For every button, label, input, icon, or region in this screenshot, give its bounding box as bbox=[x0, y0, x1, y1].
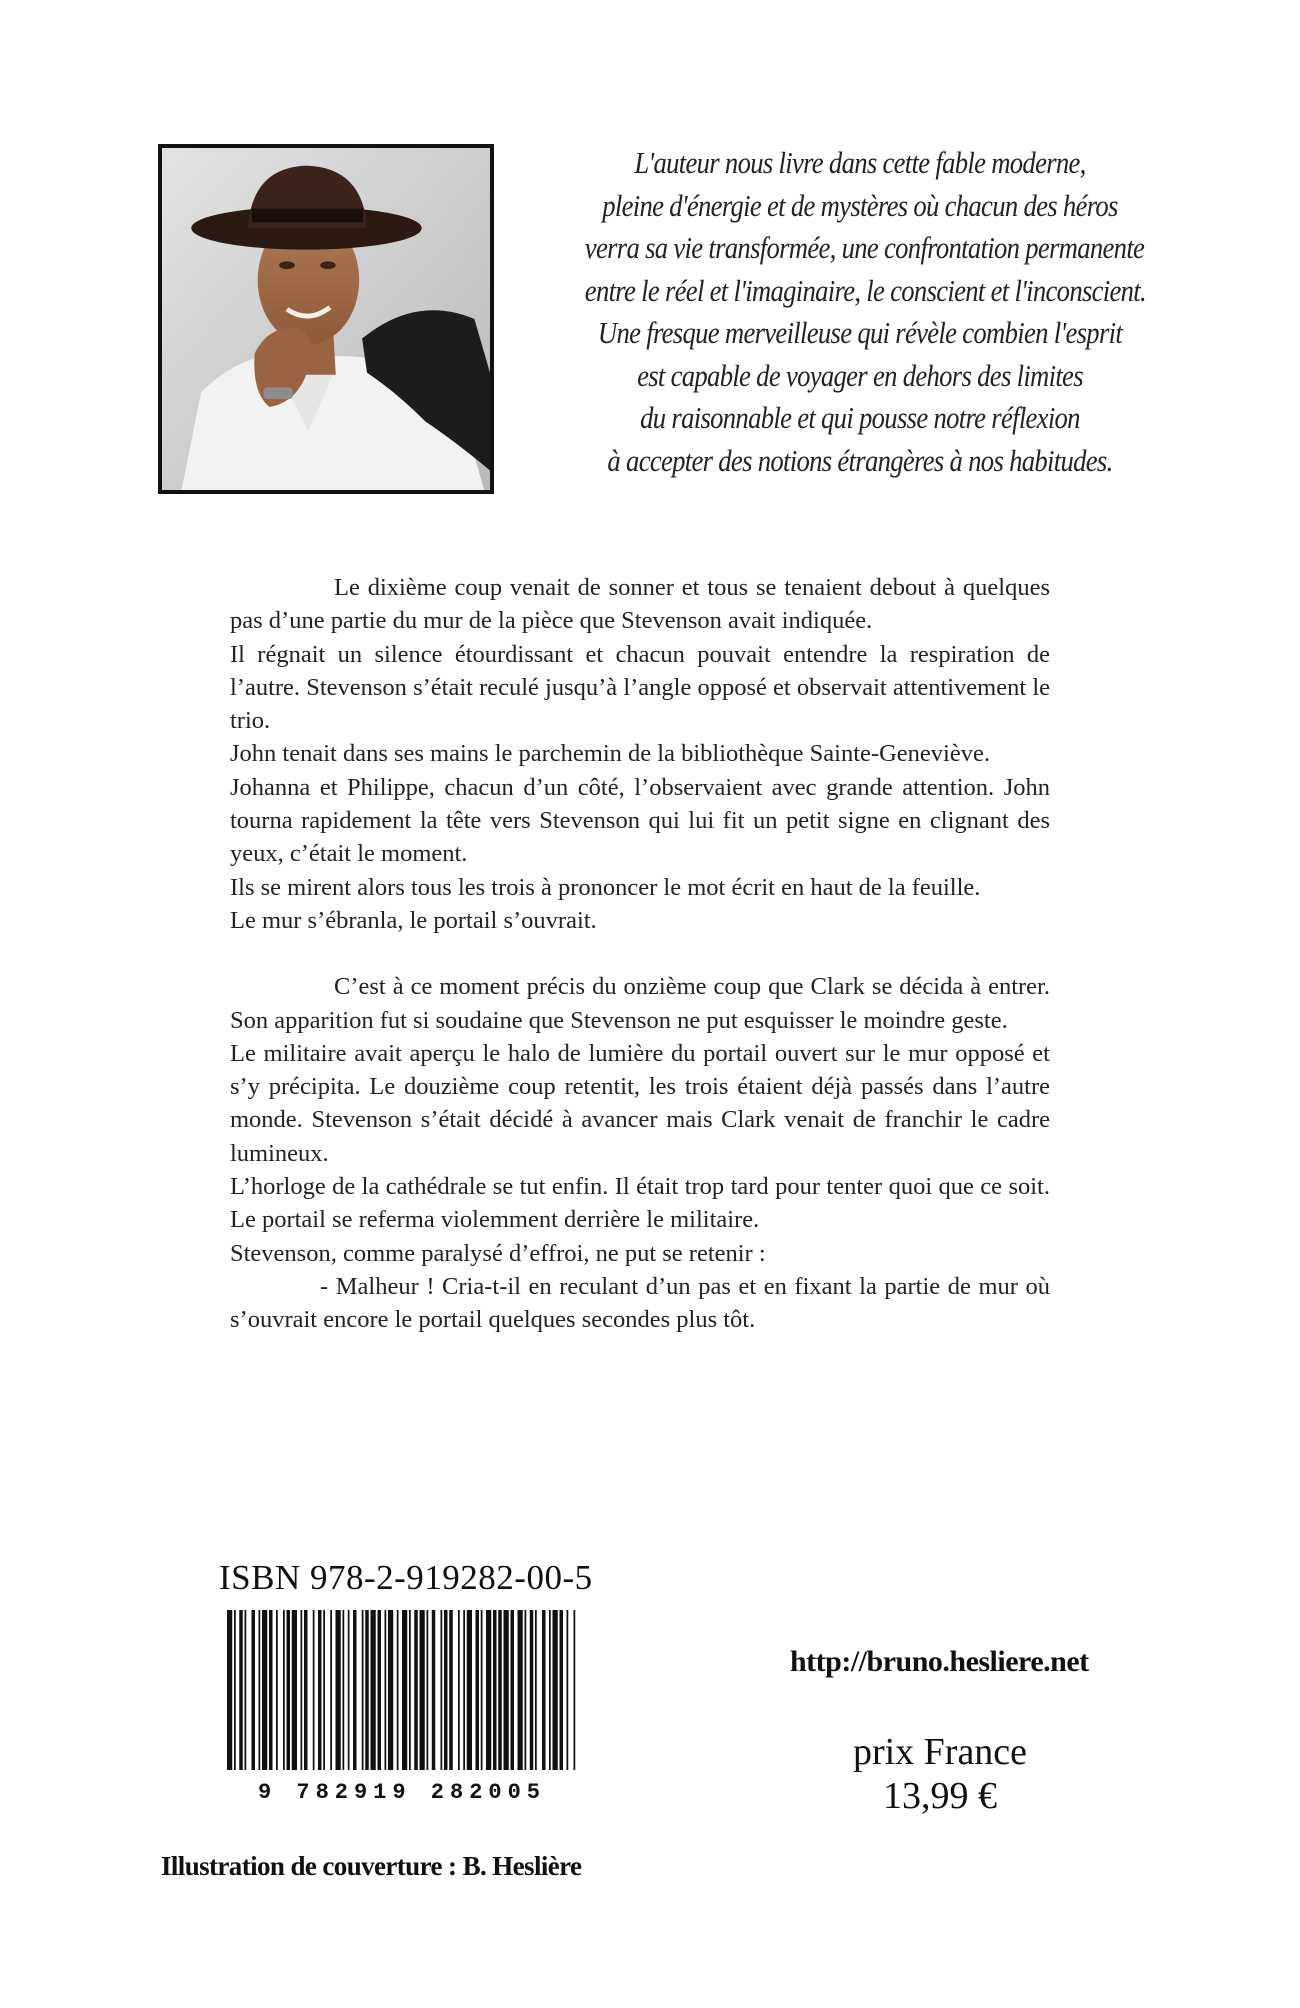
barcode-bar bbox=[467, 1610, 472, 1770]
barcode-bar bbox=[330, 1610, 332, 1770]
barcode-bar bbox=[427, 1610, 429, 1770]
barcode-bar bbox=[420, 1610, 425, 1770]
barcode-bar bbox=[402, 1610, 407, 1770]
barcode-digits: 9 782919 282005 bbox=[257, 1780, 547, 1803]
excerpt-paragraph: Le mur s’ébranla, le portail s’ouvrait. bbox=[230, 906, 597, 934]
barcode-bar bbox=[486, 1610, 491, 1770]
blurb-line: L'auteur nous livre dans cette fable moderne, bbox=[634, 145, 1086, 180]
barcode-image bbox=[215, 1608, 590, 1803]
barcode-bar bbox=[259, 1610, 261, 1770]
blurb-line: Une fresque merveilleuse qui révèle combien l'esprit bbox=[597, 315, 1123, 350]
price-amount: 13,99 € bbox=[883, 1775, 997, 1817]
excerpt-paragraph: Le militaire avait aperçu le halo de lumière du portail ouvert sur le mur opposé et s’y précipita. Le douzième coup retentit, les trois étaient déjà passés dans l’autre monde. Stevenson s’était décidé à avancer mais Clark venait de franchir le cadre lumineux. bbox=[230, 1039, 1050, 1167]
barcode-bar bbox=[542, 1610, 546, 1770]
barcode-bar bbox=[553, 1610, 558, 1770]
barcode-bar bbox=[227, 1610, 232, 1770]
barcode-bar bbox=[269, 1610, 273, 1770]
barcode-bar bbox=[414, 1610, 418, 1770]
excerpt-paragraph: Johanna et Philippe, chacun d’un côté, l’observaient avec grande attention. John tourna rapidement la tête vers Stevenson qui lui fit un petit signe en clignant des yeux, c’était le moment. bbox=[230, 773, 1050, 868]
barcode-bar bbox=[234, 1610, 236, 1770]
book-excerpt bbox=[230, 571, 1050, 1337]
blurb-line: à accepter des notions étrangères à nos habitudes. bbox=[607, 442, 1113, 478]
barcode-bar bbox=[441, 1610, 443, 1770]
barcode-bar bbox=[463, 1610, 465, 1770]
barcode-bar bbox=[239, 1610, 243, 1770]
barcode-bar bbox=[498, 1610, 502, 1770]
barcode-bar bbox=[493, 1610, 497, 1770]
back-cover-blurb bbox=[584, 142, 1147, 482]
barcode-bar bbox=[287, 1610, 291, 1770]
barcode-bar bbox=[323, 1610, 325, 1770]
barcode-bar bbox=[449, 1610, 453, 1770]
barcode-bar bbox=[371, 1610, 376, 1770]
barcode-bar bbox=[348, 1610, 350, 1770]
author-website-link[interactable]: http://bruno.hesliere.net bbox=[790, 1645, 1089, 1678]
price-label: prix France bbox=[852, 1731, 1028, 1773]
barcode-bar bbox=[276, 1610, 278, 1770]
barcode-bar bbox=[574, 1610, 576, 1770]
barcode-bar bbox=[365, 1610, 369, 1770]
barcode-bar bbox=[511, 1610, 515, 1770]
price-block bbox=[800, 1730, 1080, 1818]
barcode-bar bbox=[318, 1610, 322, 1770]
isbn-number: ISBN 978-2-919282-00-5 bbox=[219, 1558, 593, 1597]
blurb-line: pleine d'énergie et de mystères où chacun des héros bbox=[602, 187, 1118, 223]
barcode-bar bbox=[549, 1610, 551, 1770]
barcode-bar bbox=[301, 1610, 303, 1770]
excerpt-paragraph: Stevenson, comme paralysé d’effroi, ne put se retenir : bbox=[230, 1239, 766, 1267]
excerpt-paragraph: Ils se mirent alors tous les trois à prononcer le mot écrit en haut de la feuille. bbox=[230, 873, 981, 901]
barcode-bar bbox=[476, 1610, 480, 1770]
barcode-bar bbox=[458, 1610, 460, 1770]
author-photo bbox=[158, 144, 494, 494]
barcode-bar bbox=[567, 1610, 569, 1770]
barcode-bar bbox=[530, 1610, 534, 1770]
barcode-bar bbox=[385, 1610, 387, 1770]
barcode-bar bbox=[444, 1610, 448, 1770]
barcode-bar bbox=[343, 1610, 345, 1770]
barcode-bar bbox=[336, 1610, 341, 1770]
barcode-bar bbox=[304, 1610, 308, 1770]
barcode-bar bbox=[313, 1610, 315, 1770]
barcode-bar bbox=[432, 1610, 436, 1770]
barcode-bar bbox=[262, 1610, 267, 1770]
barcode-bar bbox=[481, 1610, 483, 1770]
barcode-bar bbox=[560, 1610, 564, 1770]
barcode-bar bbox=[409, 1610, 411, 1770]
barcode-bar bbox=[245, 1610, 247, 1770]
blurb-line: entre le réel et l'imaginaire, le conscient et l'inconscient. bbox=[584, 272, 1147, 308]
barcode-bar bbox=[518, 1610, 523, 1770]
barcode-bar bbox=[388, 1610, 393, 1770]
barcode-bar bbox=[397, 1610, 399, 1770]
paragraph-spacer bbox=[230, 937, 1050, 970]
barcode-bar bbox=[378, 1610, 382, 1770]
excerpt-paragraph: - Malheur ! Cria-t-il en reculant d’un pas et en fixant la partie de mur où s’ouvrait encore le portail quelques secondes plus tôt. bbox=[230, 1272, 1050, 1334]
excerpt-paragraph: John tenait dans ses mains le parchemin de la bibliothèque Sainte-Geneviève. bbox=[230, 740, 990, 768]
excerpt-paragraph: Le dixième coup venait de sonner et tous se tenaient debout à quelques pas d’une partie du mur de la pièce que Stevenson avait indiquée. bbox=[230, 574, 1050, 635]
blurb-line: est capable de voyager en dehors des limites bbox=[637, 357, 1083, 393]
excerpt-paragraph: C’est à ce moment précis du onzième coup que Clark se décida à entrer. Son apparition fut si soudaine que Stevenson ne put esquisser le moindre geste. bbox=[230, 973, 1050, 1034]
barcode-bar bbox=[353, 1610, 357, 1770]
isbn-barcode bbox=[215, 1608, 590, 1803]
cover-illustration-credit: Illustration de couverture : B. Heslière bbox=[161, 1851, 582, 1881]
excerpt-paragraph: Il régnait un silence étourdissant et chacun pouvait entendre la respiration de l’autre. Stevenson s’était reculé jusqu’à l’angle opposé et observait attentivement le trio. bbox=[230, 640, 1050, 735]
excerpt-paragraph: L’horloge de la cathédrale se tut enfin. Il était trop tard pour tenter quoi que ce soit. Le portail se referma violemment derrière le militaire. bbox=[230, 1173, 1050, 1234]
blurb-line: verra sa vie transformée, une confrontation permanente bbox=[584, 230, 1145, 265]
author-portrait-image bbox=[162, 148, 490, 490]
barcode-bar bbox=[283, 1610, 285, 1770]
barcode-bar bbox=[362, 1610, 364, 1770]
barcode-bar bbox=[252, 1610, 256, 1770]
blurb-line: du raisonnable et qui pousse notre réflexion bbox=[640, 400, 1080, 435]
barcode-bar bbox=[504, 1610, 509, 1770]
barcode-bar bbox=[525, 1610, 527, 1770]
barcode-bar bbox=[292, 1610, 297, 1770]
barcode-bar bbox=[535, 1610, 537, 1770]
